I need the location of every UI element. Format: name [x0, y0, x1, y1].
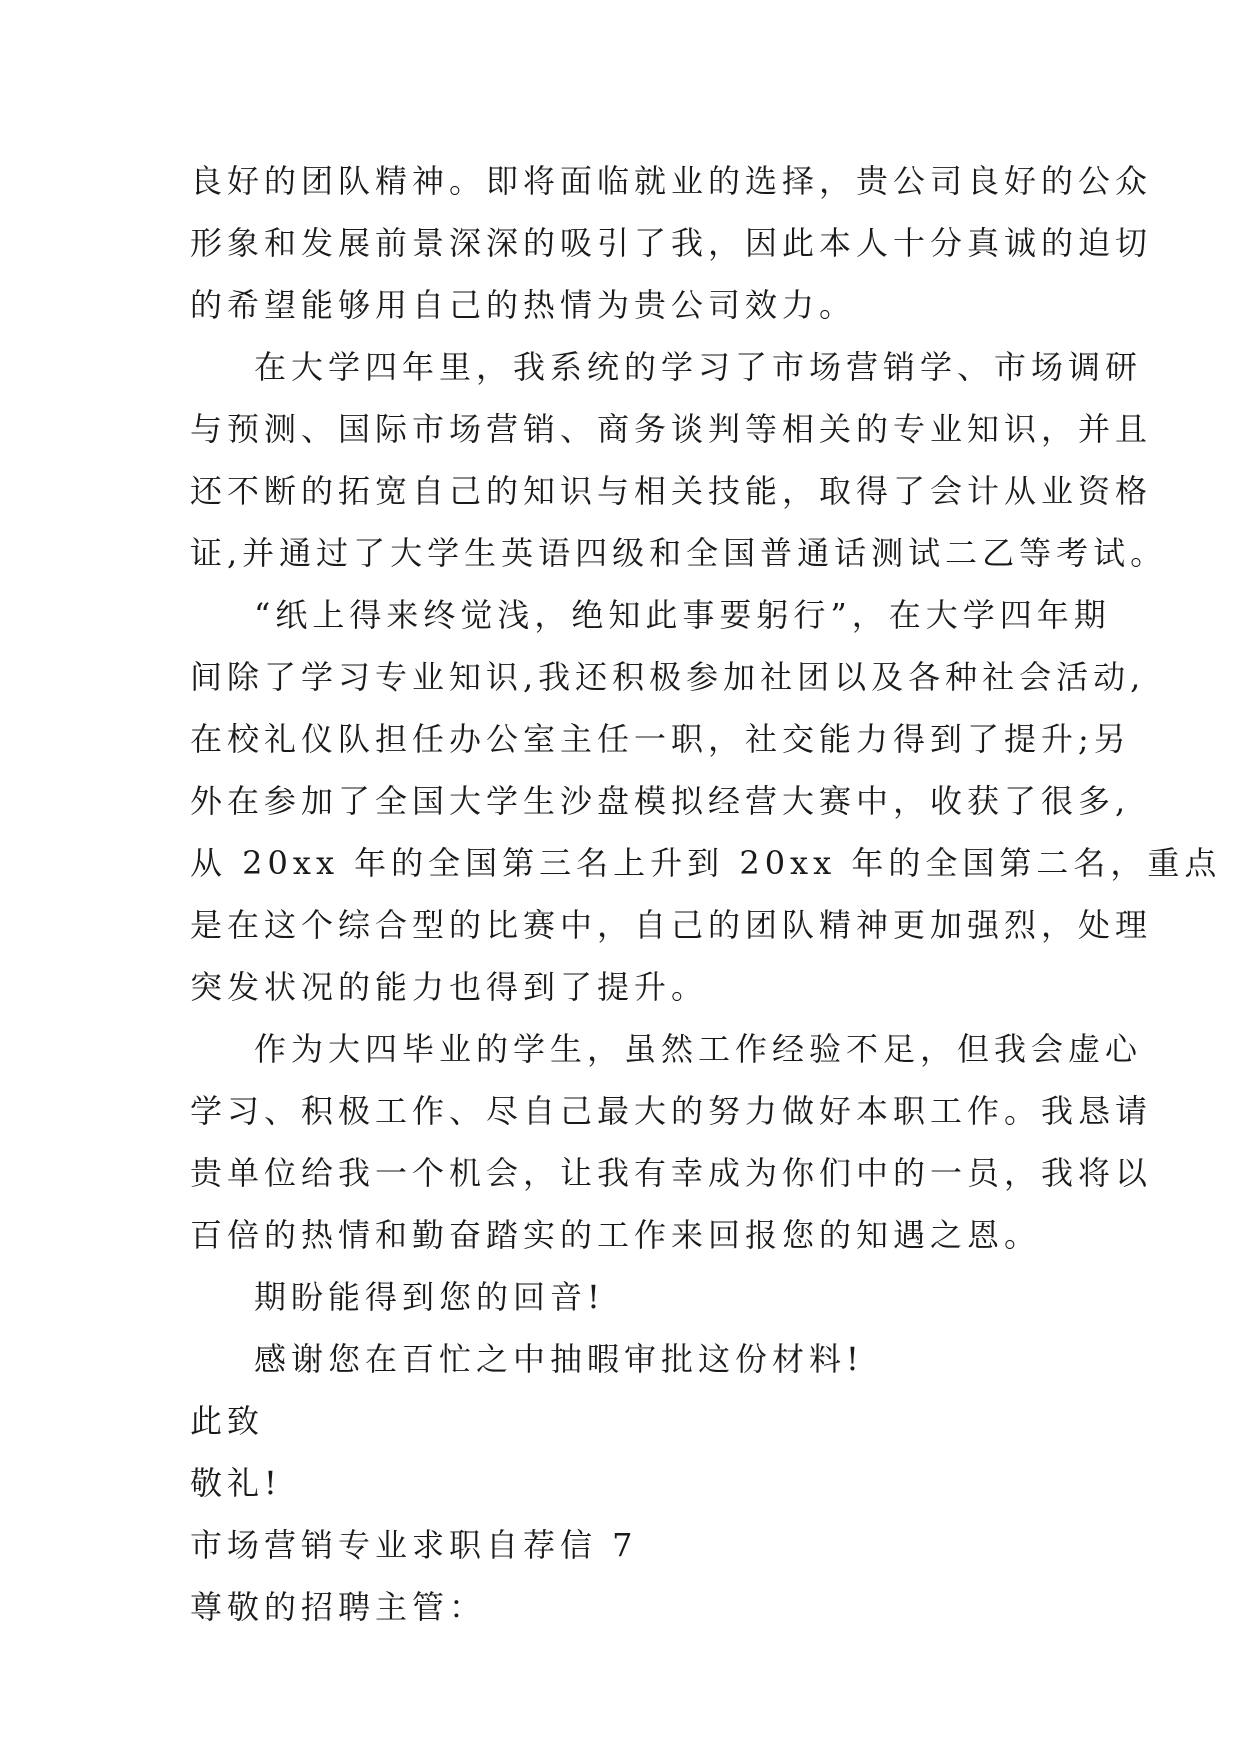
text-line: 与预测、国际市场营销、商务谈判等相关的专业知识，并且 — [190, 410, 1153, 448]
text-line: 贵单位给我一个机会，让我有幸成为你们中的一员，我将以 — [190, 1154, 1153, 1192]
letter-page — [190, 150, 1222, 1638]
paragraph-studies — [190, 336, 1168, 584]
salutation-cizhi: 此致 — [190, 1402, 265, 1440]
closing-hope: 期盼能得到您的回音! — [254, 1278, 605, 1316]
text-line: 作为大四毕业的学生，虽然工作经验不足，但我会虚心 — [254, 1030, 1143, 1068]
text-line: 从 20xx 年的全国第三名上升到 20xx 年的全国第二名，重点 — [190, 844, 1222, 882]
text-line: 突发状况的能力也得到了提升。 — [190, 968, 709, 1006]
text-line: 是在这个综合型的比赛中，自己的团队精神更加强烈，处理 — [190, 906, 1153, 944]
text-line: 的希望能够用自己的热情为贵公司效力。 — [190, 286, 857, 324]
text-line: 在校礼仪队担任办公室主任一职，社交能力得到了提升;另 — [190, 720, 1131, 758]
text-line: 在大学四年里，我系统的学习了市场营销学、市场调研 — [254, 348, 1143, 386]
paragraph-activities — [190, 584, 1222, 1018]
next-letter-greeting: 尊敬的招聘主管： — [190, 1588, 487, 1626]
text-line: “纸上得来终觉浅，绝知此事要躬行”，在大学四年期 — [254, 596, 1111, 634]
text-line: 证,并通过了大学生英语四级和全国普通话测试二乙等考试。 — [190, 534, 1168, 572]
text-line: 形象和发展前景深深的吸引了我，因此本人十分真诚的迫切 — [190, 224, 1153, 262]
next-letter-title: 市场营销专业求职自荐信 7 — [190, 1526, 638, 1564]
text-line: 间除了学习专业知识,我还积极参加社团以及各种社会活动, — [190, 658, 1146, 696]
text-line: 学习、积极工作、尽自己最大的努力做好本职工作。我恳请 — [190, 1092, 1153, 1130]
text-line: 还不断的拓宽自己的知识与相关技能，取得了会计从业资格 — [190, 472, 1153, 510]
text-line: 良好的团队精神。即将面临就业的选择，贵公司良好的公众 — [190, 162, 1153, 200]
paragraph-commitment — [190, 1018, 1153, 1266]
salutation-jingli: 敬礼! — [190, 1464, 282, 1502]
text-line: 百倍的热情和勤奋踏实的工作来回报您的知遇之恩。 — [190, 1216, 1042, 1254]
text-line: 外在参加了全国大学生沙盘模拟经营大赛中，收获了很多, — [190, 782, 1131, 820]
paragraph-team-spirit — [190, 150, 1153, 336]
closing-thanks: 感谢您在百忙之中抽暇审批这份材料! — [254, 1340, 864, 1378]
